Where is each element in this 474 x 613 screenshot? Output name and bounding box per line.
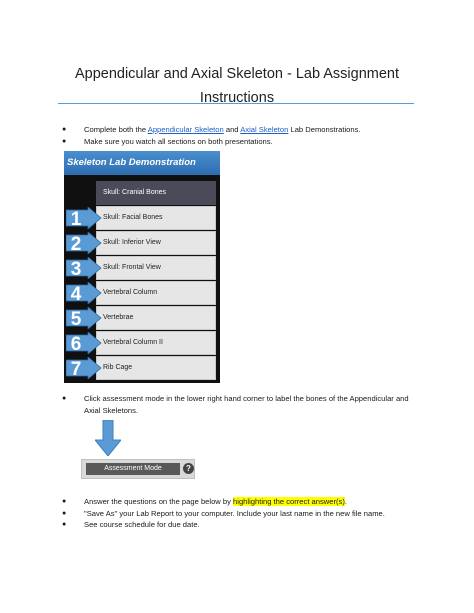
arrow-number: 2 [70,234,82,254]
bullet-text: . [344,497,348,506]
highlighted-text: highlighting the correct answer(s) [233,497,345,506]
bullet-icon: ● [62,509,67,517]
number-arrow-7 [66,357,102,379]
menu-item-facial-bones[interactable]: Skull: Facial Bones [96,206,216,230]
list-item [62,508,422,520]
bullet-icon: ● [62,521,67,528]
bullet-text: "Save As" your Lab Report to your computer. Include your last name in the new file name. [84,508,385,518]
bullet-text: Lab Demonstrations. [288,125,361,134]
help-icon[interactable]: ? [183,463,194,474]
menu-item-vertebral-column[interactable]: Vertebral Column [96,281,216,305]
bullet-text: Complete both the [84,125,148,134]
bullet-text: Click assessment mode in the lower right hand corner to label the bones of the Appendicular and Axial Skeletons. [84,394,409,415]
number-arrow-6 [66,332,102,354]
menu-item-rib-cage[interactable]: Rib Cage [96,356,216,380]
bullet-icon: ● [62,126,67,133]
axial-skeleton-link[interactable]: Axial Skeleton [240,125,289,134]
assessment-mode-button[interactable]: Assessment Mode [86,463,180,475]
bullet-icon: ● [62,395,67,402]
number-arrow-2 [66,232,102,254]
arrow-number: 3 [70,259,82,279]
arrow-number: 5 [70,309,82,329]
bullet-icon: ● [62,137,67,145]
panel-header: Skeleton Lab Demonstration [64,151,220,175]
appendicular-skeleton-link[interactable]: Appendicular Skeleton [147,125,224,134]
arrow-number: 6 [70,334,82,354]
number-arrow-5 [66,307,102,329]
document-title: Appendicular and Axial Skeleton - Lab Assignment [74,66,400,82]
arrow-number: 4 [70,284,82,304]
list-item [62,393,422,416]
number-arrow-4 [66,282,102,304]
menu-item-inferior-view[interactable]: Skull: Inferior View [96,231,216,255]
bullet-text: Answer the questions on the page below by [84,497,234,506]
list-item [62,519,422,531]
list-item [62,496,422,508]
bullet-text: See course schedule for due date. [84,520,200,529]
arrow-number: 7 [70,359,82,379]
list-item [62,136,422,148]
menu-item-cranial-bones[interactable]: Skull: Cranial Bones [96,181,216,205]
menu-item-frontal-view[interactable]: Skull: Frontal View [96,256,216,280]
document-subtitle: Instructions [199,90,275,106]
menu-item-vertebral-column-ii[interactable]: Vertebral Column II [96,331,216,355]
bullet-list-top [62,124,422,147]
menu-item-vertebrae[interactable]: Vertebrae [96,306,216,330]
number-arrow-3 [66,257,102,279]
down-arrow-icon [95,420,121,461]
lab-demonstration-panel [64,151,220,383]
bullet-text: Make sure you watch all sections on both presentations. [84,136,273,146]
list-item [62,124,422,136]
bullet-list-middle [62,393,422,416]
title-rule [58,103,414,104]
arrow-number: 1 [70,209,82,229]
number-arrow-1 [66,207,102,229]
bullet-icon: ● [62,498,67,505]
bullet-text: and [223,125,241,134]
bullet-list-bottom [62,496,422,531]
assessment-toolbar [81,459,195,479]
